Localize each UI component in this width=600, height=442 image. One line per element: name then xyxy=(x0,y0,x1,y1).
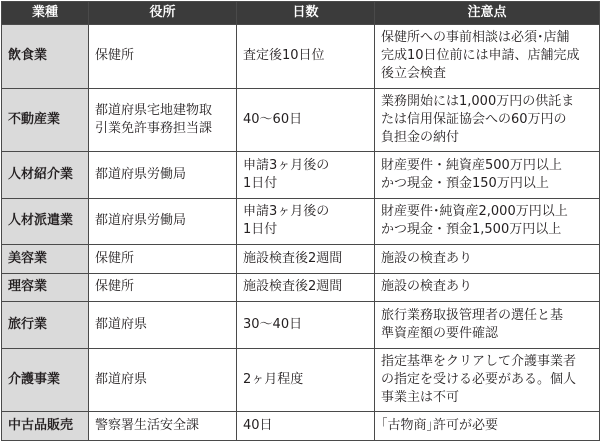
office-text: 都道府県労働局 xyxy=(95,213,187,229)
header-days: 日数 xyxy=(237,2,375,25)
office-cell xyxy=(89,273,237,302)
days-text: 施設検査後2週間 xyxy=(243,279,343,295)
notes-cell xyxy=(375,25,600,89)
header-office: 役所 xyxy=(89,2,237,25)
industry-cell: 中古品販売 xyxy=(2,412,89,441)
days-cell xyxy=(237,88,375,152)
license-requirements-table xyxy=(1,1,600,441)
notes-cell xyxy=(375,412,600,441)
industry-cell: 人材派遣業 xyxy=(2,198,89,245)
days-cell xyxy=(237,412,375,441)
notes-text: 業務開始には1,000万円の供託ま たは信用保証協会への60万円の 負担金の納付 xyxy=(381,93,575,145)
office-cell xyxy=(89,152,237,199)
notes-text: 施設の検査あり xyxy=(381,279,473,295)
days-text: 申請3ヶ月後の 1日付 xyxy=(243,204,330,238)
days-text: 30〜40日 xyxy=(243,317,303,333)
days-cell xyxy=(237,198,375,245)
table-header-row xyxy=(2,2,600,25)
office-text: 都道府県 xyxy=(95,317,148,333)
notes-cell xyxy=(375,88,600,152)
days-text: 40日 xyxy=(243,418,273,434)
industry-cell: 不動産業 xyxy=(2,88,89,152)
notes-text: 財産要件･純資産2,000万円以上 かつ現金・預金1,500万円以上 xyxy=(381,204,568,238)
days-text: 2ヶ月程度 xyxy=(243,372,304,388)
office-text: 保健所 xyxy=(95,279,135,295)
table-row xyxy=(2,245,600,274)
notes-text: 指定基準をクリアして介護事業者 の指定を受ける必要がある。個人 事業主は不可 xyxy=(381,354,577,406)
days-text: 査定後10日位 xyxy=(243,48,325,64)
industry-cell: 理容業 xyxy=(2,273,89,302)
industry-cell: 飲食業 xyxy=(2,25,89,89)
office-cell xyxy=(89,302,237,349)
days-cell xyxy=(237,152,375,199)
office-text: 保健所 xyxy=(95,250,135,266)
header-industry: 業種 xyxy=(2,2,89,25)
days-cell xyxy=(237,273,375,302)
notes-text: 施設の検査あり xyxy=(381,250,473,266)
notes-text: 財産要件・純資産500万円以上 かつ現金・預金150万円以上 xyxy=(381,157,562,191)
table-row xyxy=(2,302,600,349)
notes-cell xyxy=(375,245,600,274)
office-text: 都道府県宅地建物取 引業免許事務担当課 xyxy=(95,102,213,136)
notes-cell xyxy=(375,273,600,302)
notes-cell xyxy=(375,198,600,245)
days-text: 40〜60日 xyxy=(243,111,303,127)
header-notes: 注意点 xyxy=(375,2,600,25)
office-text: 警察署生活安全課 xyxy=(95,418,200,434)
office-cell xyxy=(89,245,237,274)
notes-cell xyxy=(375,152,600,199)
office-cell xyxy=(89,25,237,89)
table-row xyxy=(2,25,600,89)
license-table-container xyxy=(1,1,599,441)
office-cell xyxy=(89,88,237,152)
office-cell xyxy=(89,348,237,412)
table-row xyxy=(2,88,600,152)
days-text: 施設検査後2週間 xyxy=(243,250,343,266)
office-text: 保健所 xyxy=(95,48,135,64)
days-cell xyxy=(237,25,375,89)
industry-cell: 介護事業 xyxy=(2,348,89,412)
table-row xyxy=(2,198,600,245)
days-cell xyxy=(237,245,375,274)
office-text: 都道府県労働局 xyxy=(95,166,187,182)
days-cell xyxy=(237,348,375,412)
table-row xyxy=(2,273,600,302)
notes-cell xyxy=(375,302,600,349)
notes-text: ｢古物商｣許可が必要 xyxy=(381,418,499,434)
industry-cell: 美容業 xyxy=(2,245,89,274)
table-row xyxy=(2,348,600,412)
notes-text: 旅行業務取扱管理者の選任と基 準資産額の要件確認 xyxy=(381,308,564,342)
office-cell xyxy=(89,198,237,245)
industry-cell: 人材紹介業 xyxy=(2,152,89,199)
office-cell xyxy=(89,412,237,441)
office-text: 都道府県 xyxy=(95,372,148,388)
days-text: 申請3ヶ月後の 1日付 xyxy=(243,157,330,191)
industry-cell: 旅行業 xyxy=(2,302,89,349)
days-cell xyxy=(237,302,375,349)
notes-text: 保健所への事前相談は必須･店舗 完成10日位前には申請、店舗完成 後立会検査 xyxy=(381,30,580,82)
notes-cell xyxy=(375,348,600,412)
table-row xyxy=(2,152,600,199)
table-row xyxy=(2,412,600,441)
